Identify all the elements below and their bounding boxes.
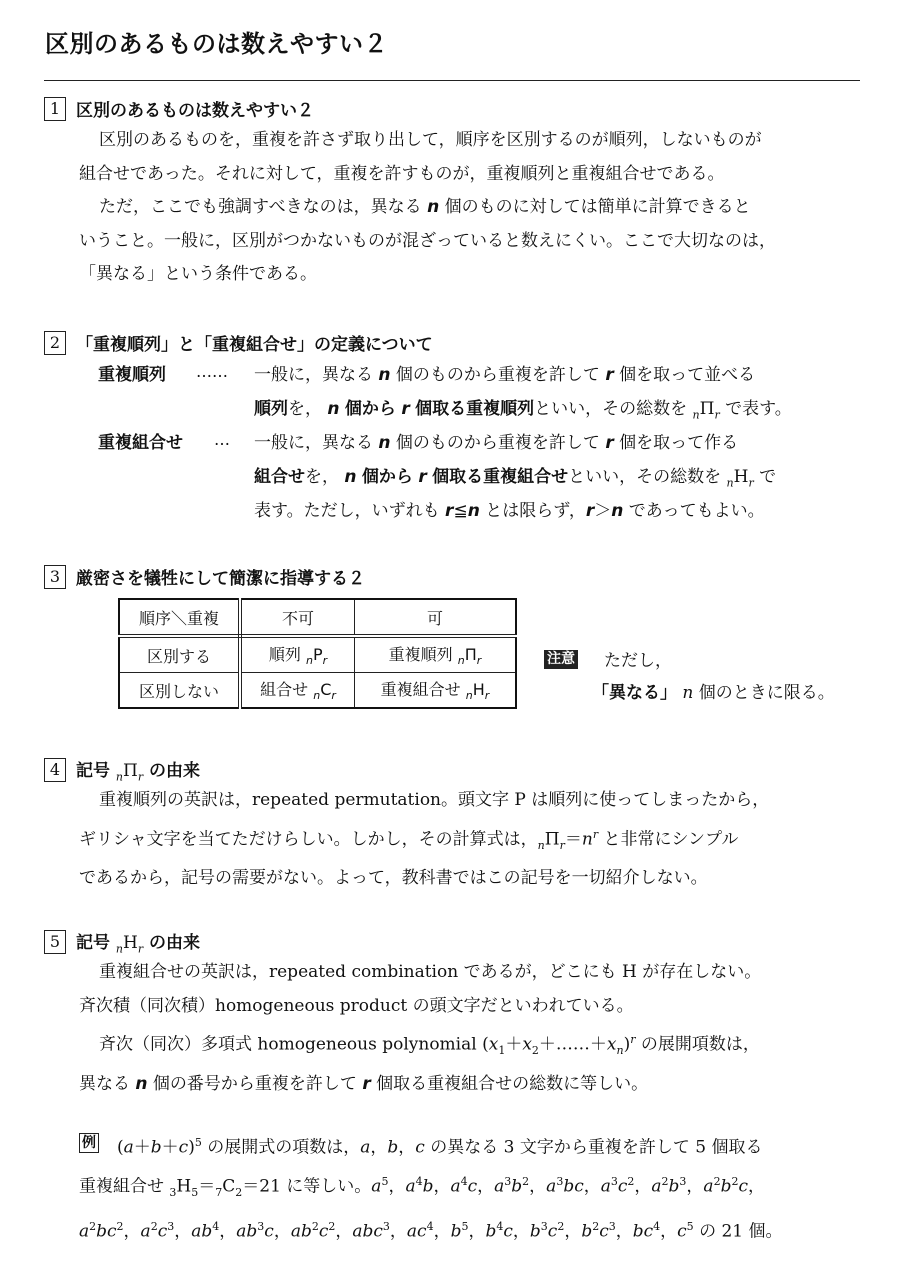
text-line: 斉次積（同次積）homogeneous product の頭文字だといわれている。 — [79, 995, 634, 1016]
note-text: 「異なる」 n 個のときに限る。 — [592, 683, 835, 703]
definition-line: 表す。ただし，いずれも r≦n とは限らず，r＞n であってもよい。 — [254, 501, 765, 521]
table-cell: 重複組合せ $_nH_r$ — [355, 673, 517, 709]
section-1-body — [79, 124, 869, 292]
text-line: 重複組合せの英訳は，repeated combination であるが，どこにも H が存在しない。 — [99, 962, 762, 982]
section-3-heading — [44, 564, 365, 589]
leader-dots: …… — [196, 362, 228, 381]
section-title: 「重複順列」と「重複組合せ」の定義について — [76, 335, 433, 355]
definition-line: 順列を， n 個から r 個取る重複順列といい，その総数を $_n\Pi_r$ で表す。 — [254, 399, 792, 422]
section-number: 4 — [44, 758, 66, 782]
section-2-heading — [44, 330, 433, 355]
table-row — [119, 599, 516, 636]
page-title: 区別のあるものは数えやすい２ — [45, 30, 388, 58]
title-divider — [44, 80, 860, 81]
section-number: 5 — [44, 930, 66, 954]
leader-dots: … — [214, 430, 230, 449]
text-line: いうこと。一般に，区別がつかないものが混ざっていると数えにくい。ここで大切なのは， — [79, 230, 776, 251]
definition-line: 組合せを， n 個から r 個取る重複組合せといい，その総数を $_nH_r$ で — [254, 467, 777, 490]
text-line: 重複組合せ $_3H_5=_7C_2=21$ に等しい。$a^5$，$a^4b$，$a^4c$，$a^3b^2$，$a^3bc$，$a^3c^2$，$a^2b^3$，$a^2b^2c$， — [79, 1175, 765, 1200]
section-title: 厳密さを犠牲にして簡潔に指導する２ — [76, 569, 365, 589]
term-repeated-permutation: 重複順列 — [98, 365, 166, 385]
section-5-heading — [44, 928, 200, 955]
section-1-heading — [44, 96, 314, 121]
table-row — [119, 673, 516, 709]
example-badge: 例 — [79, 1133, 99, 1153]
note-badge: 注意 — [544, 650, 578, 669]
section-title: 記号 $_nH_r$ の由来 — [76, 933, 201, 956]
table-cell: 組合せ $_nC_r$ — [240, 673, 355, 709]
section-4-body — [79, 784, 869, 896]
text-line: $(a+b+c)^5$ の展開式の項数は，a，b，c の異なる 3 文字から重複を許して 5 個取る — [117, 1136, 763, 1158]
text-line: ただ，ここでも強調すべきなのは，異なる n 個のものに対しては簡単に計算できると — [99, 197, 751, 217]
term-repeated-combination: 重複組合せ — [98, 433, 183, 453]
section-5-body — [79, 956, 869, 1101]
table-cell: 不可 — [240, 599, 355, 636]
text-line: であるから，記号の需要がない。よって，教科書ではこの記号を一切紹介しない。 — [79, 868, 708, 889]
table-cell: 順列 $_nP_r$ — [240, 636, 355, 673]
text-line: 区別のあるものを，重複を許さず取り出して，順序を区別するのが順列，しないものが — [99, 130, 762, 150]
note-text: ただし， — [604, 651, 672, 671]
section-number: 3 — [44, 565, 66, 589]
table-cell: 区別する — [119, 636, 240, 673]
section-number: 1 — [44, 97, 66, 121]
table-cell: 重複順列 $_n\Pi_r$ — [355, 636, 517, 673]
text-line: 「異なる」という条件である。 — [79, 264, 317, 284]
definition-line: 一般に，異なる n 個のものから重複を許して r 個を取って並べる — [254, 365, 756, 385]
text-line: ギリシャ文字を当てただけらしい。しかし，その計算式は，$_n\Pi_r=n^r$ と非常にシンプル — [79, 827, 739, 852]
text-line: 斉次（同次）多項式 homogeneous polynomial $(x_1+x_2+\dots\dots+x_n)^r$ の展開項数は， — [99, 1033, 760, 1058]
text-line: $a^2bc^2$，$a^2c^3$，$ab^4$，$ab^3c$，$ab^2c^2$，abc$^3$，$ac^4$，$b^5$，$b^4c$，$b^3c^2$，$b^2c^3$，$bc^4$，$c^5$ の 21 個。 — [79, 1219, 783, 1242]
section-number: 2 — [44, 331, 66, 355]
table-cell: 順序＼重複 — [119, 599, 240, 636]
section-title: 区別のあるものは数えやすい２ — [76, 101, 314, 121]
table-cell: 可 — [355, 599, 517, 636]
text-line: 重複順列の英訳は，repeated permutation。頭文字 P は順列に使ってしまったから， — [99, 790, 770, 810]
definition-line: 一般に，異なる n 個のものから重複を許して r 個を取って作る — [254, 433, 739, 453]
table-cell: 区別しない — [119, 673, 240, 709]
text-line: 組合せであった。それに対して，重複を許すものが，重複順列と重複組合せである。 — [79, 163, 725, 184]
section-title: 記号 $_n\Pi_r$ の由来 — [76, 761, 201, 784]
section-4-heading — [44, 756, 200, 783]
table-row — [119, 636, 516, 673]
example-body — [79, 1126, 869, 1249]
text-line: 異なる n 個の番号から重複を許して r 個取る重複組合せの総数に等しい。 — [79, 1073, 649, 1094]
summary-table — [118, 598, 517, 709]
